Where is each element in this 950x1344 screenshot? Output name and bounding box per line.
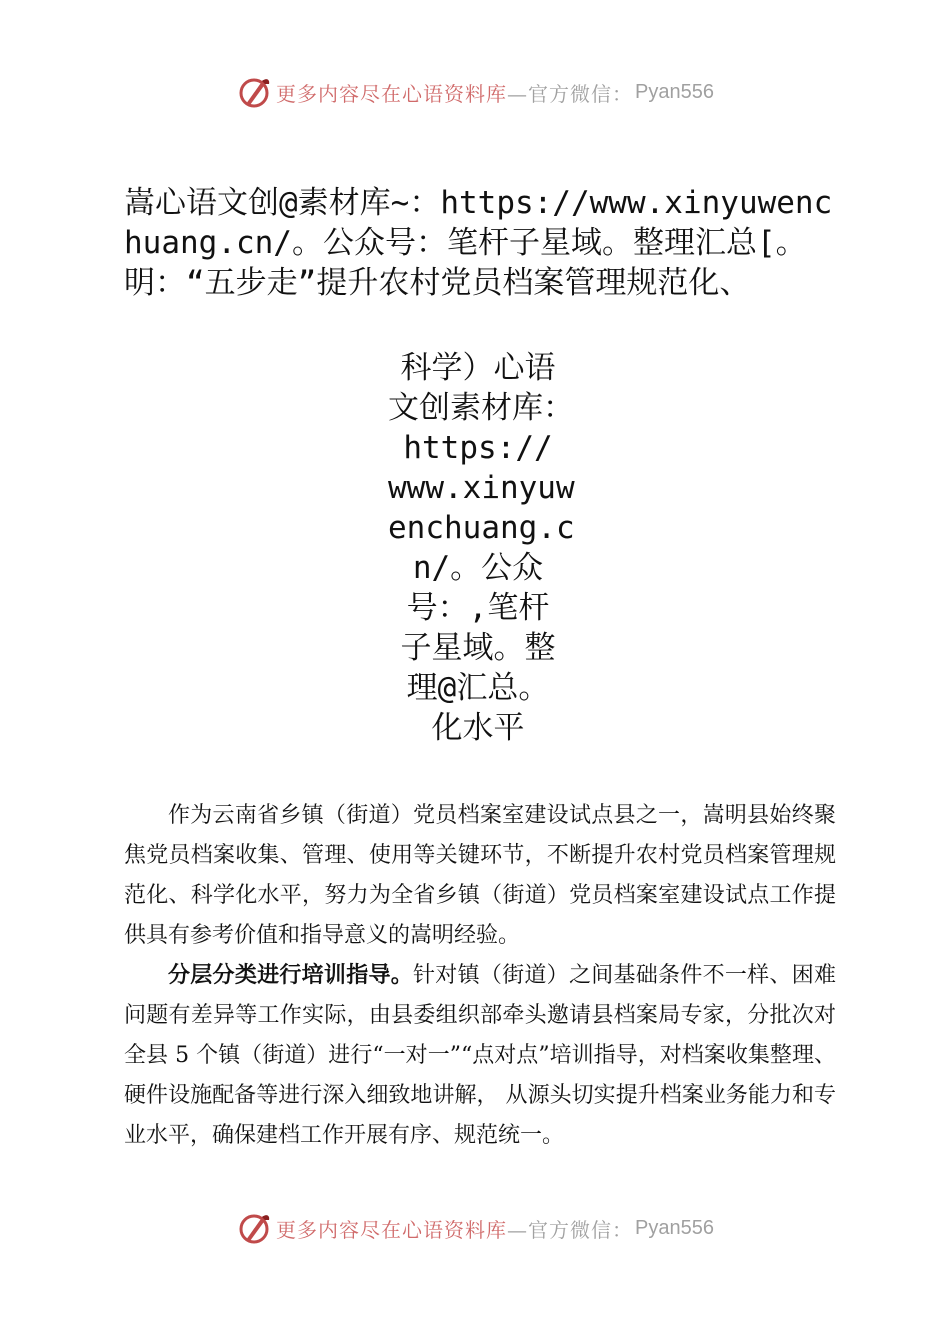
column-line: 号：,笔杆 xyxy=(406,590,550,626)
column-line: 化水平 xyxy=(431,710,525,746)
banner-wechat-id: Pyan556 xyxy=(635,1216,714,1239)
quill-logo-icon xyxy=(236,1210,272,1246)
banner-wechat-id: Pyan556 xyxy=(635,80,714,103)
column-line: 理@汇总。 xyxy=(406,670,550,706)
column-line: n/。公众 xyxy=(412,550,544,586)
document-body xyxy=(124,796,836,1156)
quill-logo-icon xyxy=(236,74,272,110)
column-line: enchuang.c xyxy=(388,510,575,546)
narrow-column-text xyxy=(388,348,575,748)
paragraph-body-text: 针对镇（街道）之间基础条件不一样、困难问题有差异等工作实际，由县委组织部牵头邀请县档案局专家，分批次对全县 5 个镇（街道）进行“一对一”“点对点”培训指导，对档案收集整理、硬件设施配备等进行深入细致地讲解， 从源头切实提升档案业务能力和专业水平，确保建档工作开展有序、规范统一。 xyxy=(124,963,836,1148)
body-paragraph-training xyxy=(124,956,836,1156)
column-line: 文创素材库： xyxy=(388,390,574,426)
column-line: 科学）心语 xyxy=(400,350,556,386)
column-line: https:// xyxy=(403,430,553,466)
banner-brand-text: 更多内容尽在心语资料库 xyxy=(276,1217,508,1242)
column-line: 子星域。整 xyxy=(400,630,556,666)
banner-wechat-label: —官方微信： xyxy=(507,81,634,106)
footer-banner xyxy=(0,1208,950,1248)
banner-wechat-label: —官方微信： xyxy=(507,1217,634,1242)
document-title: 嵩心语文创@素材库~：https://www.xinyuwenchuang.cn/。公众号：笔杆子星域。整理汇总[。明：“五步走”提升农村党员档案管理规范化、 xyxy=(124,185,833,301)
banner-brand-text: 更多内容尽在心语资料库 xyxy=(276,81,508,106)
header-banner xyxy=(0,72,950,112)
body-paragraph-intro: 作为云南省乡镇（街道）党员档案室建设试点县之一，嵩明县始终聚焦党员档案收集、管理、使用等关键环节，不断提升农村党员档案管理规范化、科学化水平，努力为全省乡镇（街道）党员档案室建设试点工作提供具有参考价值和指导意义的嵩明经验。 xyxy=(124,803,836,948)
column-line: www.xinyuw xyxy=(388,470,575,506)
paragraph-lead-heading: 分层分类进行培训指导。 xyxy=(168,963,414,988)
